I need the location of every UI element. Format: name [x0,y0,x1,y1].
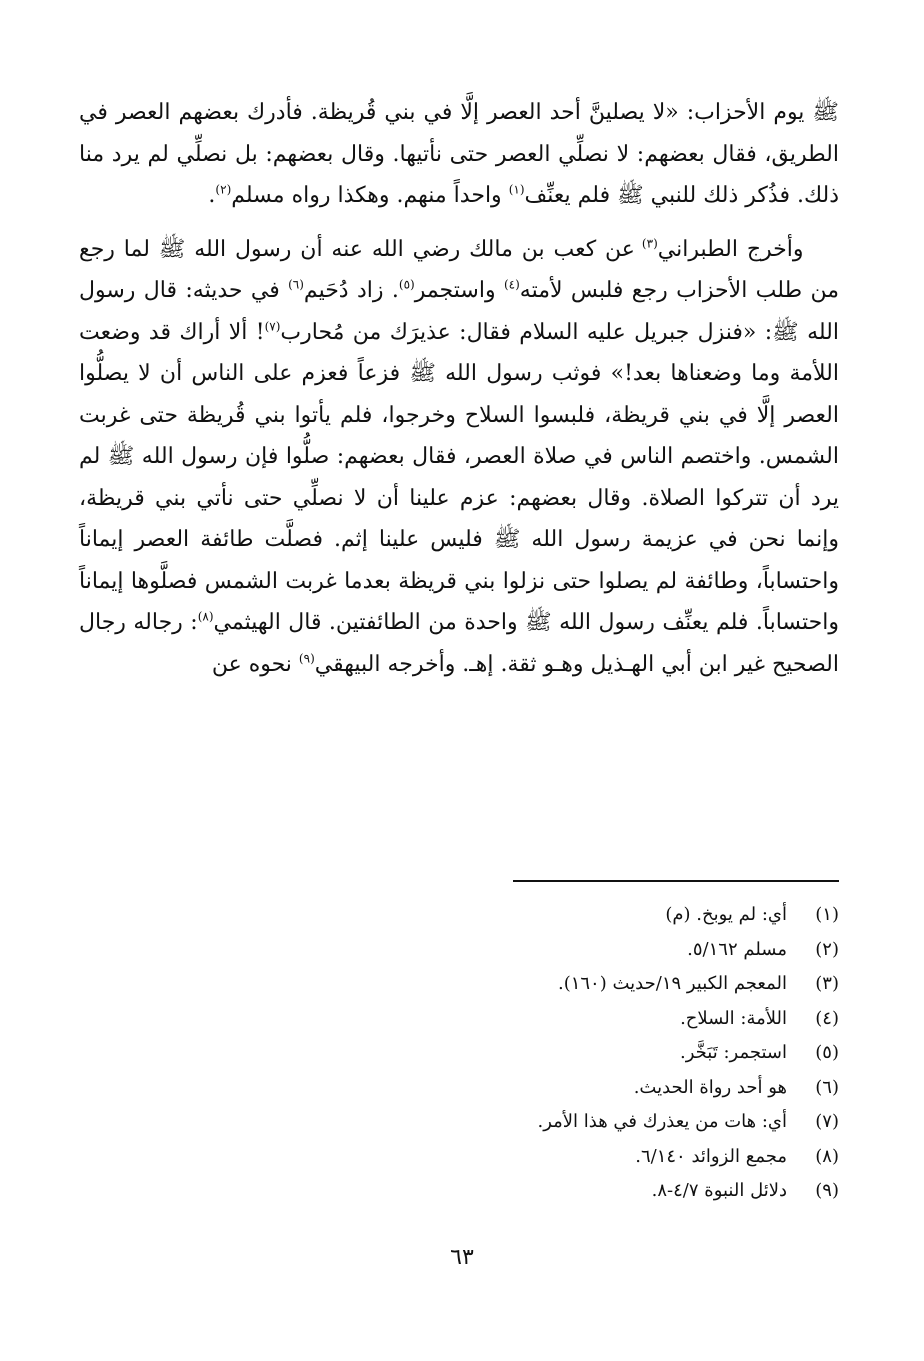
footnote-number: (٦) [815,1076,839,1098]
footnote-item [79,1105,839,1140]
footnote-text: اللأمة: السلاح. [680,1007,787,1029]
footnote-text: دلائل النبوة ٤/٧-٨. [651,1180,787,1201]
footnote-item [79,898,839,933]
paragraph-1 [79,92,839,217]
footnote-ref: (٦) [288,277,304,292]
footnote-text: مسلم ٥/١٦٢. [687,938,787,960]
footnote-number: (٨) [815,1145,839,1167]
footnote-text: مجمع الزوائد ٦/١٤٠. [635,1145,787,1167]
footnote-text: هو أحد رواة الحديث. [633,1076,787,1098]
footnote-number: (٧) [815,1111,839,1132]
paragraph-2 [79,229,839,686]
footnote-item [79,1002,839,1037]
text-segment: وأخرج الطبراني [657,236,804,262]
footnote-text: المعجم الكبير ١٩/حديث (١٦٠). [557,973,787,994]
text-segment: ﷺ يوم الأحزاب: «لا يصلينَّ أحد العصر إلَّا في بني قُريظة. فأدرك بعضهم العصر في الطريق، فقال بعضهم: لا نصلِّي العصر حتى نأتيها. وقال بعضهم: بل نصلِّي لم يرد منا ذلك. فذُكر ذلك للنبي ﷺ فلم يعنِّف [79,100,839,208]
footnote-ref: (٤) [503,277,520,292]
footnote-number: (١) [815,904,839,925]
text-segment: ! ألا أراك قد وضعت اللأمة وما وضعناها بعد!» فوثب رسول الله ﷺ فزعاً فعزم على الناس أن لا يصلُّوا العصر إلَّا في بني قريظة، فلبسوا السلاح وخرجوا، فلم يأتوا بني قُريظة حتى غربت الشمس. واختصم الناس في صلاة العصر، فقال بعضهم: صلُّوا فإن رسول الله ﷺ لم يرد أن تتركوا الصلاة. وقال بعضهم: عزم علينا أن لا نصلِّي حتى نأتي بني قريظة، وإنما نحن في عزيمة رسول الله ﷺ فليس علينا إثم. فصلَّت طائفة العصر إيماناً واحتساباً، وطائفة لم يصلوا حتى نزلوا بني قريظة بعدما غربت الشمس فصلَّوها إيماناً واحتساباً. فلم يعنِّف رسول الله ﷺ واحدة من الطائفتين. قال الهيثمي [79,319,840,635]
footnote-item [79,1071,839,1106]
footnotes-list [79,898,839,1209]
footnote-ref: (٥) [398,277,415,292]
text-segment: في حديثه: قال رسول الله ﷺ: «فنزل جبريل عليه السلام فقال: عذيرَك من مُحارب [79,278,839,345]
footnote-ref: (٨) [197,609,214,624]
text-segment: واستجمر [414,278,504,303]
footnote-divider [513,880,839,882]
footnote-text: استجمر: تَبَخَّر. [680,1042,787,1063]
footnote-number: (٩) [815,1180,839,1201]
footnote-ref: (٧) [264,319,281,334]
footnote-text: أي: لم يوبخ. (م) [665,904,787,925]
footnote-number: (٤) [815,1007,839,1029]
text-segment: . [208,183,216,208]
text-segment: . زاد دُحَيم [303,278,399,303]
footnote-item [79,1140,839,1175]
text-segment: : رجاله رجال الصحيح غير ابن أبي الهـذيل وهـو ثقة. إهـ. وأخرجه البيهقي [79,610,839,677]
footnote-number: (٢) [815,938,839,960]
footnote-ref: (١) [508,182,525,197]
footnote-ref: (٩) [298,651,315,666]
footnote-number: (٥) [815,1042,839,1063]
text-segment: عن كعب بن مالك رضي الله عنه أن رسول الله ﷺ لما رجع من طلب الأحزاب رجع فلبس لأمته [79,236,839,303]
footnote-item [79,1036,839,1071]
footnote-item [79,967,839,1002]
page-number: ٦٣ [450,1245,474,1270]
footnote-text: أي: هات من يعذرك في هذا الأمر. [537,1111,787,1132]
main-text [79,92,839,685]
footnote-ref: (٣) [641,236,658,251]
text-segment: نحوه عن [211,651,299,677]
footnote-ref: (٢) [215,182,232,197]
footnote-number: (٣) [815,973,839,994]
footnote-item [79,933,839,968]
footnote-item [79,1174,839,1209]
text-segment: واحداً منهم. وهكذا رواه مسلم [231,183,502,208]
